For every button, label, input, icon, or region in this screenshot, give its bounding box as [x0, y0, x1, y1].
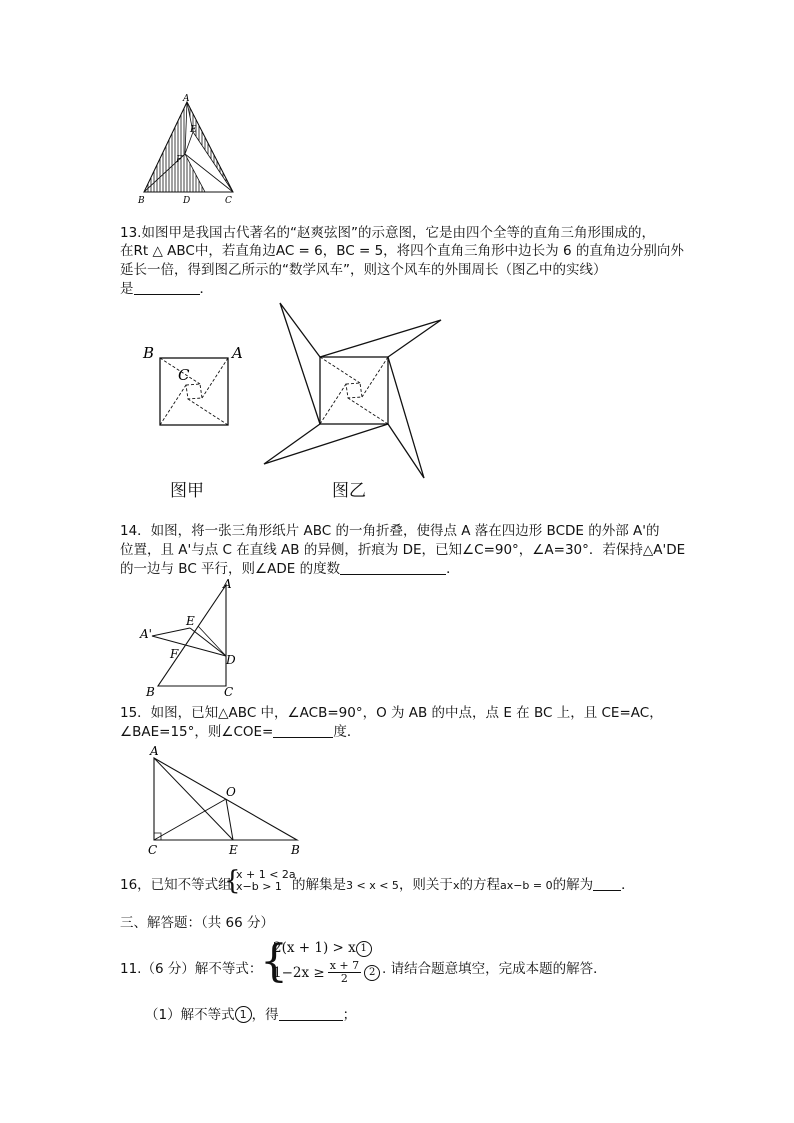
q14-line3-text: 的一边与 BC 平行，则∠ADE 的度数: [120, 561, 341, 577]
q13-line4: [120, 280, 213, 298]
q16-ineq2: x−b > 1: [236, 880, 282, 893]
label-a: A: [223, 578, 232, 591]
answer-blank[interactable]: [593, 876, 621, 891]
q13-line1: 13.如图甲是我国古代著名的“赵爽弦图”的示意图，它是由四个全等的直角三角形围成的，: [120, 225, 655, 241]
q15-figure: [140, 742, 310, 862]
q13-line2: 在Rt △ ABC中，若直角边AC = 6，BC = 5，将四个直角三角形中边长为 6 的直角边分别向外: [120, 243, 684, 259]
label-b: B: [291, 843, 300, 857]
frac-den: 2: [340, 972, 348, 985]
label-c: C: [224, 685, 234, 699]
q16-mid2: ，则关于: [398, 877, 453, 893]
q11-system: [273, 940, 380, 985]
system-brace: {: [260, 936, 288, 987]
q14-line1: 14．如图，将一张三角形纸片 ABC 的一角折叠，使得点 A 落在四边形 BCDE 的外部 A'的: [120, 523, 660, 539]
q16-range: 3 < x < 5: [346, 879, 399, 892]
q15-line2: [120, 723, 360, 741]
q11-prefix: 11.（6 分）解不等式：: [120, 961, 263, 977]
q11-ineq2-left: 1−2x ≥: [273, 964, 325, 981]
q11-sub1-end: ；: [342, 1007, 357, 1023]
section-heading: 三、解答题：（共 66 分）: [120, 915, 275, 931]
label-b: B: [143, 344, 155, 362]
caption-yi: 图乙: [332, 481, 366, 501]
q11-ineq1: 2(x + 1) > x: [273, 940, 356, 956]
q14-figure: [138, 578, 248, 700]
label-a: A: [183, 94, 190, 104]
q13-line4-end: ．: [199, 281, 213, 297]
label-a: A: [232, 344, 243, 362]
label-e: E: [229, 843, 238, 857]
q11-sub1-a: （1）解不等式: [145, 1007, 235, 1023]
answer-blank[interactable]: [340, 560, 446, 575]
q16-rest: [292, 876, 635, 895]
label-c: C: [148, 843, 158, 857]
circled-1: 1: [235, 1006, 252, 1023]
label-a: A: [150, 744, 159, 758]
q16-mid: 的解集是: [292, 877, 346, 893]
frac-num: x + 7: [329, 959, 360, 972]
q14-line3: [120, 560, 460, 578]
q11-sub1-b: ，得: [251, 1007, 279, 1023]
label-f: F: [170, 647, 179, 661]
label-e: E: [190, 125, 197, 135]
q15-line2-end: 度．: [333, 724, 361, 740]
q15-line2-text: ∠BAE=15°，则∠COE=: [120, 724, 274, 740]
q16-end: ．: [621, 877, 635, 893]
q16-prefix: 16，已知不等式组: [120, 877, 232, 893]
q13-line4-text: 是: [120, 281, 134, 297]
q14-line2: 位置，且 A'与点 C 在直线 AB 的异侧，折痕为 DE，已知∠C=90°，∠A=30°．若保持△A'DE: [120, 542, 686, 558]
label-f: F: [176, 155, 183, 165]
figure-jia: [140, 340, 255, 435]
label-e: E: [186, 614, 195, 628]
figure-yi: [258, 300, 448, 485]
fraction: [328, 960, 361, 985]
q16-eq: ax−b = 0: [499, 879, 553, 892]
label-b: B: [138, 196, 145, 206]
label-o: O: [226, 785, 236, 799]
answer-blank[interactable]: [279, 1006, 343, 1021]
label-d: D: [183, 196, 191, 206]
q16-system: [236, 869, 296, 893]
label-a-prime: A': [140, 627, 152, 641]
label-b: B: [146, 685, 155, 699]
q16-var: x: [452, 879, 460, 892]
answer-blank[interactable]: [134, 280, 200, 295]
q13-line3: 延长一倍，得到图乙所示的“数学风车”，则这个风车的外围周长（图乙中的实线）: [120, 262, 607, 278]
label-c: C: [178, 366, 190, 384]
q11-suffix: . 请结合题意填空，完成本题的解答．: [382, 961, 607, 977]
q16-mid3: 的方程: [459, 877, 500, 893]
q16-ineq1: x + 1 < 2a: [236, 868, 296, 881]
q16-suffix: 的解为: [552, 877, 594, 893]
answer-blank[interactable]: [273, 723, 333, 738]
circled-2: 2: [364, 965, 380, 981]
label-d: D: [226, 653, 236, 667]
q14-line3-end: ．: [446, 561, 460, 577]
circled-1: 1: [356, 941, 372, 957]
q11-sub1: [145, 1006, 356, 1024]
q15-line1: 15．如图，已知△ABC 中，∠ACB=90°，O 为 AB 的中点，点 E 在 BC 上，且 CE=AC，: [120, 705, 663, 721]
system-brace: {: [224, 866, 241, 896]
label-c: C: [225, 196, 232, 206]
caption-jia: 图甲: [170, 481, 204, 501]
triangle-hatched-figure: [135, 92, 245, 207]
